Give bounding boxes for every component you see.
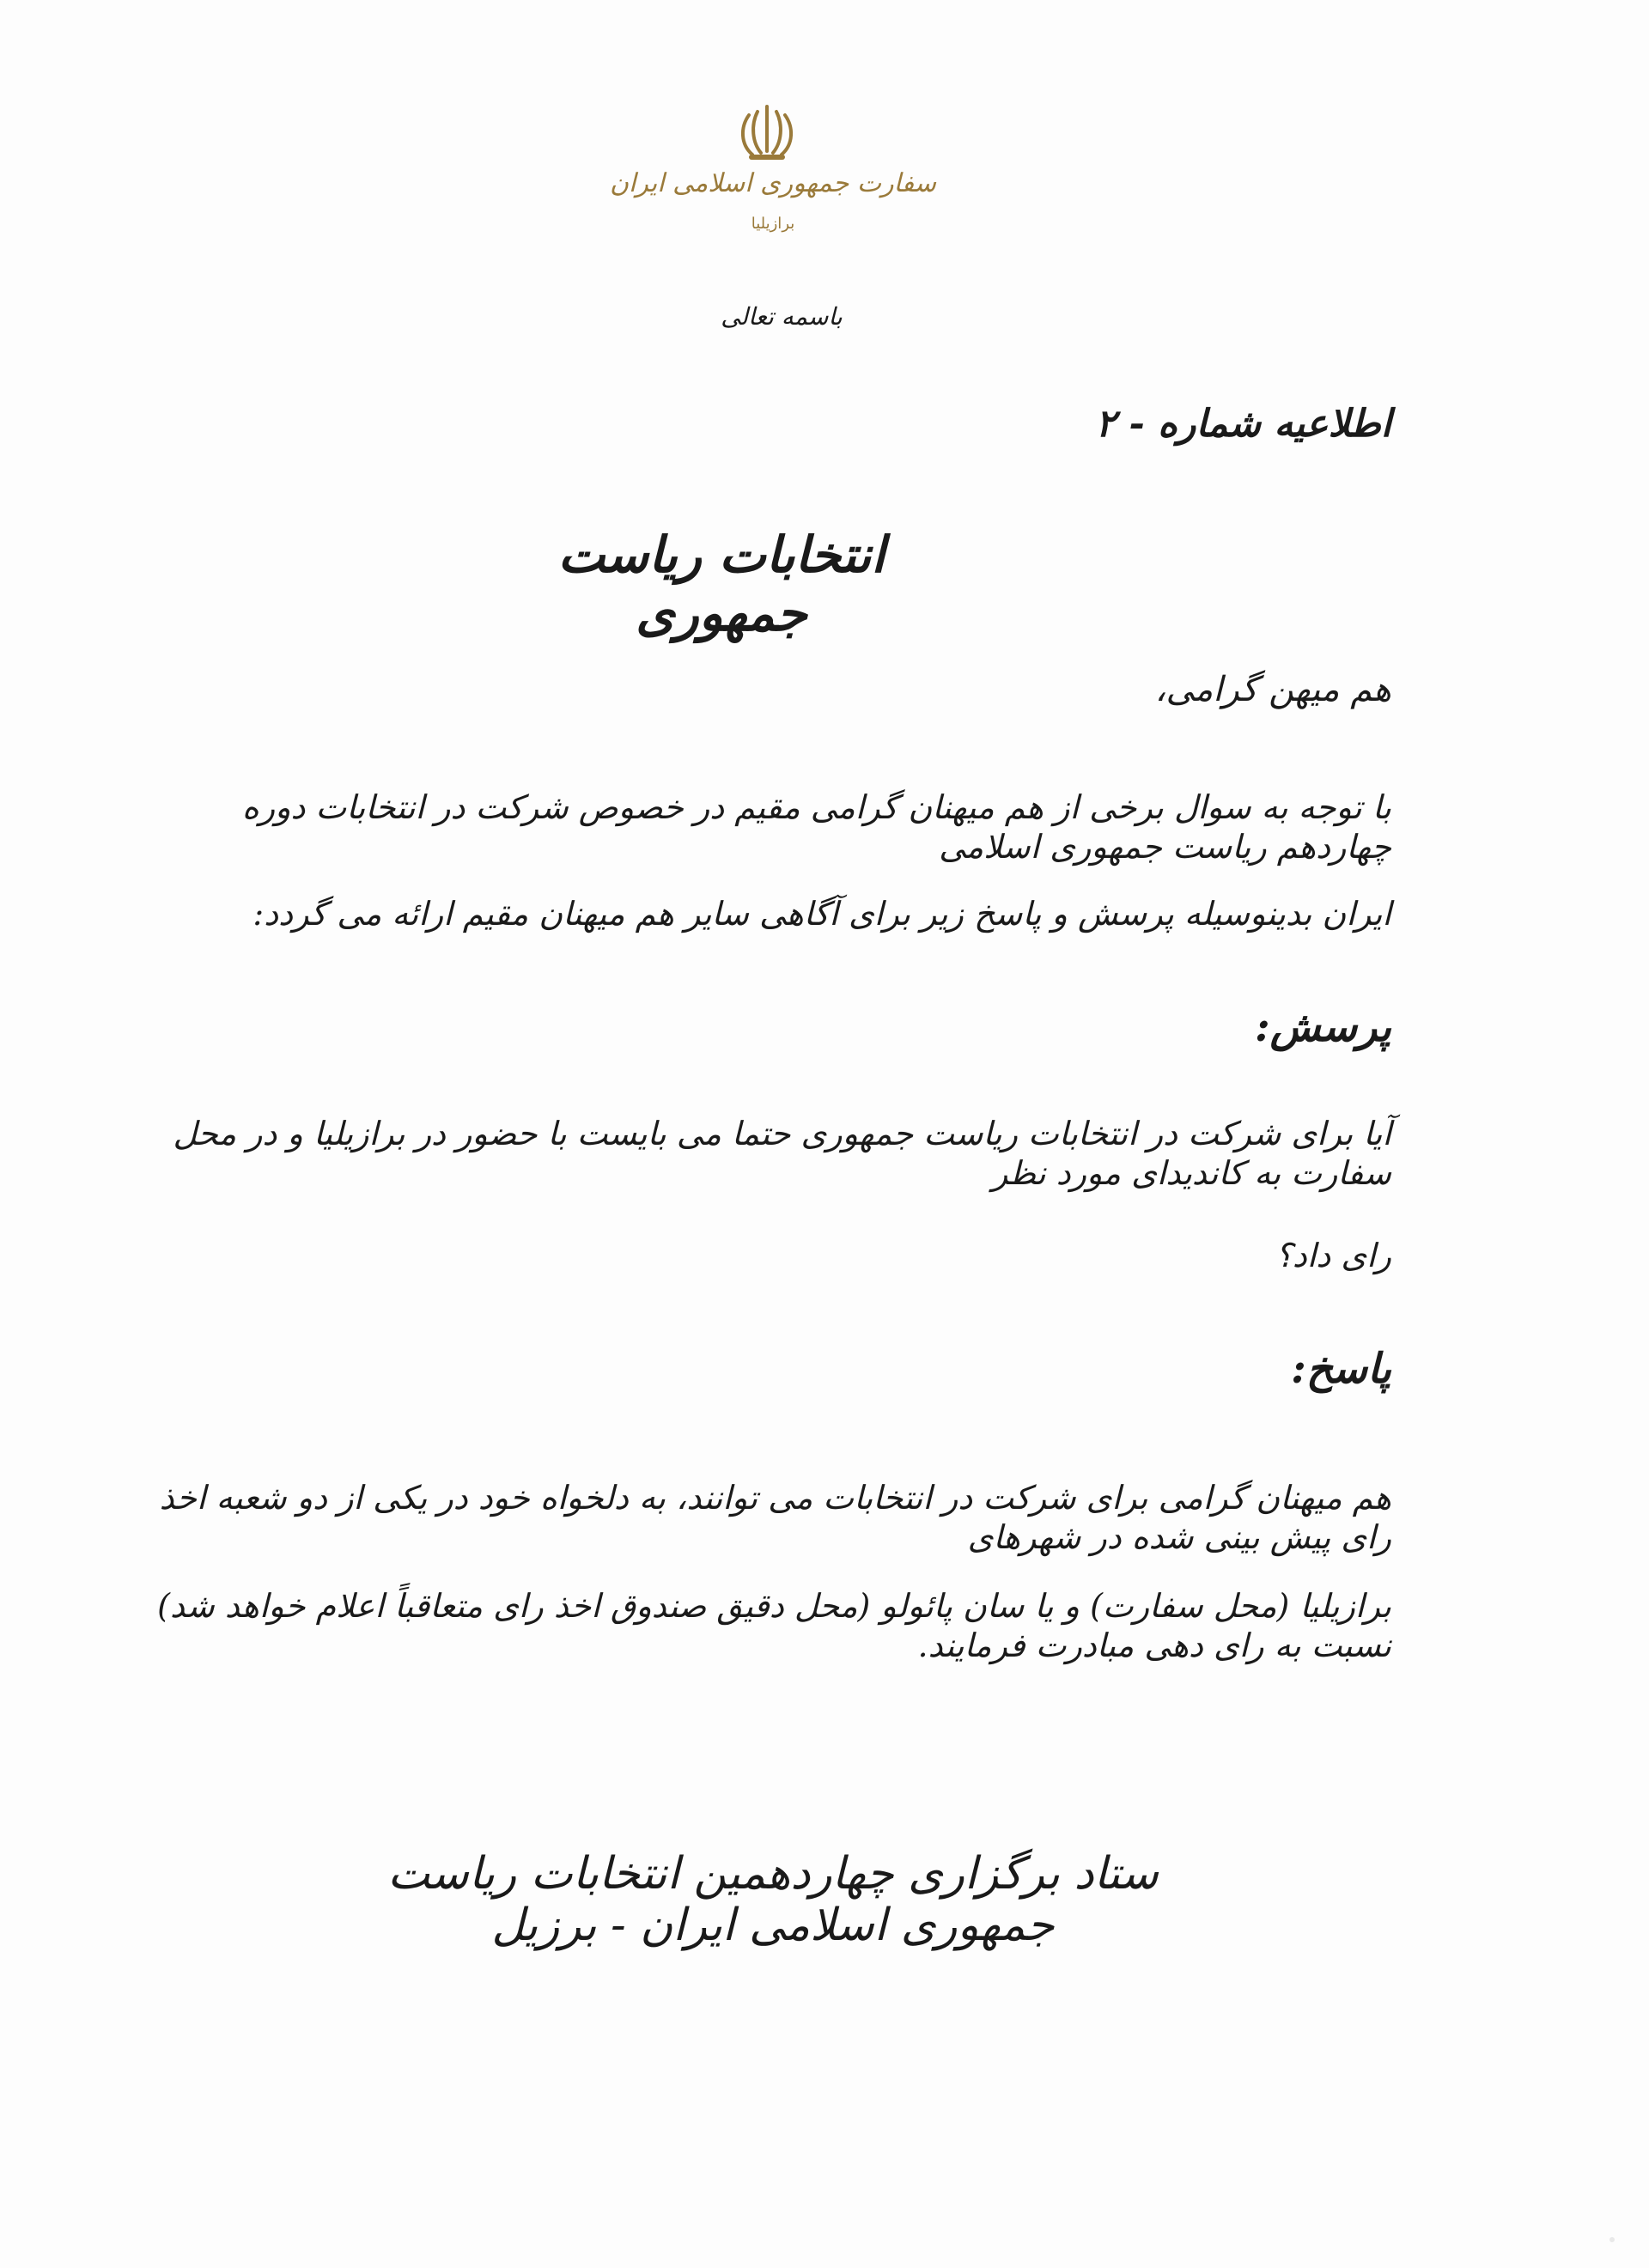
question-line-2: رای داد؟ xyxy=(1275,1237,1391,1274)
signature: ستاد برگزاری چهاردهمین انتخابات ریاست جمهوری اسلامی ایران - برزیل xyxy=(387,1848,1159,1951)
page-title: انتخابات ریاست جمهوری xyxy=(557,526,885,642)
notice-number: اطلاعیه شماره - ۲ xyxy=(1095,402,1391,446)
embassy-name: سفارت جمهوری اسلامی ایران xyxy=(609,168,937,198)
embassy-city: برازیلیا xyxy=(751,215,795,233)
scan-dot xyxy=(1609,2237,1615,2242)
intro-line-2: ایران بدینوسیله پرسش و پاسخ زیر برای آگاهی سایر هم میهنان مقیم ارائه می گردد: xyxy=(253,895,1391,933)
invocation: باسمه تعالی xyxy=(721,302,843,331)
intro-line-1: با توجه به سوال برخی از هم میهنان گرامی مقیم در خصوص شرکت در انتخابات دوره چهاردهم ریاست جمهوری اسلامی xyxy=(241,788,1391,866)
salutation: هم میهن گرامی، xyxy=(1154,670,1391,709)
answer-heading: پاسخ: xyxy=(1291,1345,1391,1393)
question-line-1: آیا برای شرکت در انتخابات ریاست جمهوری حتما می بایست با حضور در برازیلیا و در محل سفارت به کاندیدای مورد نظر xyxy=(173,1115,1391,1192)
iran-emblem-icon xyxy=(737,101,797,163)
answer-line-1: هم میهنان گرامی برای شرکت در انتخابات می توانند، به دلخواه خود در یکی از دو شعبه اخذ رای پیش بینی شده در شهرهای xyxy=(159,1479,1391,1556)
question-heading: پرسش: xyxy=(1255,1003,1391,1051)
answer-line-2: برازیلیا (محل سفارت) و یا سان پائولو (محل دقیق صندوق اخذ رای متعاقباً اعلام خواهد شد) نسبت به رای دهی مبادرت فرمایند. xyxy=(157,1587,1391,1664)
